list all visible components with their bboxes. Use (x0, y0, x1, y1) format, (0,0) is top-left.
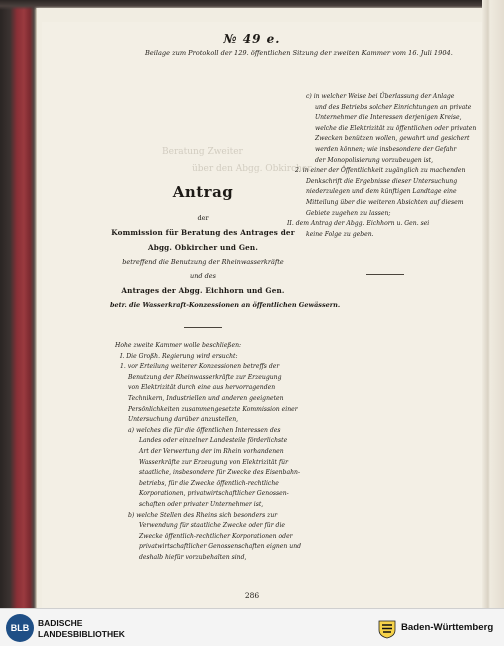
text-line: Persönlichkeiten zusammengesetzte Kommission einer (128, 405, 298, 413)
text-line: Untersuchung darüber anzustellen, (128, 416, 239, 424)
heading-line-2: Abgg. Obkircher und Gen. (147, 243, 259, 252)
text-line: schaften oder privater Unternehmer ist, (139, 500, 264, 508)
text-line: Denkschrift die Ergebnisse dieser Untersuchung (306, 177, 458, 185)
blb-library-name[interactable] (38, 618, 125, 640)
text-line: Zwecken benützen wollen, gewahrt und gesichert (315, 135, 470, 143)
text-line: von Elektrizität durch eine aus hervorragenden (128, 384, 276, 392)
footer-bar (0, 608, 504, 646)
blb-logo-icon[interactable]: BLB (6, 614, 34, 642)
heading-line-4: Antrages der Abgg. Eichhorn und Gen. (121, 286, 285, 295)
document-subtitle: Beilage zum Protokoll der 129. öffentlichen Sitzung der zweiten Kammer vom 16. Juli 1904. (145, 49, 453, 57)
text-line: Technikern, Industriellen und anderen geeigneten (128, 394, 284, 402)
text-line: Benutzung der Rheinwasserkräfte zur Erzeugung (128, 373, 282, 381)
section-divider (366, 274, 404, 275)
text-line: II. dem Antrag der Abgg. Eichhorn u. Gen. sei (287, 220, 430, 228)
page-title: Antrag (172, 183, 234, 201)
text-line: b) welche Stellen des Rheins sich besonders zur (128, 511, 278, 519)
bleed-through-text: Beratung Zweiter (162, 147, 243, 157)
text-line: Landes oder einzelner Landesteile förderlichste (139, 437, 288, 445)
text-line: keine Folge zu geben. (306, 230, 374, 238)
text-line: a) welches die für die öffentlichen Interessen des (128, 426, 281, 434)
text-line: werden können; wie insbesondere der Gefahr (315, 145, 457, 153)
page-number: 286 (244, 591, 260, 600)
section-divider (184, 327, 222, 328)
baden-wuerttemberg-crest-icon[interactable] (377, 619, 397, 639)
text-line: c) in welcher Weise bei Überlassung der Anlage (306, 93, 455, 100)
text-line: Korporationen, privatwirtschaftlicher Genossen- (139, 490, 289, 498)
text-line: niederzulegen und dem künftigen Landtage eine (306, 188, 457, 196)
text-line: deshalb hiefür vorzubehalten sind, (139, 553, 247, 561)
heading-line-5: betr. die Wasserkraft-Konzessionen an öffentlichen Gewässern. (110, 301, 341, 309)
document-number: № 49 e. (223, 32, 281, 46)
blb-line-1: BADISCHE (38, 618, 83, 628)
heading-und: und des (190, 272, 216, 280)
text-line: Gebiete zugehen zu lassen; (306, 209, 391, 217)
book-right-edge (482, 0, 504, 608)
text-line: privatwirtschaftlicher Genossenschaften eignen und (139, 543, 302, 551)
text-line: welche die Elektrizität zu öffentlichen oder privaten (315, 124, 477, 132)
text-line: Verwendung für staatliche Zwecke oder für die (139, 522, 286, 530)
bleed-through-text: über den Abgg. Obkircher (192, 164, 312, 174)
text-line: Hohe zweite Kammer wolle beschließen: (115, 342, 242, 349)
text-line: 1. vor Erteilung weiterer Konzessionen betreffs der (120, 363, 280, 371)
right-column (282, 92, 482, 275)
text-line: Unternehmer die Interessen derjenigen Kreise, (315, 114, 462, 122)
heading-der: der (197, 214, 209, 222)
text-line: 2. in einer der Öffentlichkeit zugänglich zu machenden (295, 167, 466, 175)
baden-wuerttemberg-label[interactable]: Baden-Württemberg (401, 622, 494, 633)
left-column (115, 341, 302, 563)
text-line: der Monopolisierung vorzubeugen ist, (315, 156, 434, 164)
text-line: und des Betriebs solcher Einrichtungen an private (315, 103, 472, 111)
blb-line-2: LANDESBIBLIOTHEK (38, 629, 125, 639)
text-line: I. Die Großh. Regierung wird ersucht: (120, 352, 238, 360)
text-line: Wasserkräfte zur Erzeugung von Elektrizität für (139, 458, 289, 466)
heading-line-3: betreffend die Benutzung der Rheinwasserkräfte (122, 258, 284, 266)
heading-line-1: Kommission für Beratung des Antrages der (111, 228, 295, 237)
text-line: betriebs, für die Zwecke öffentlich-rechtliche (139, 479, 279, 487)
text-line: staatliche, insbesondere für Zwecke des Eisenbahn- (139, 469, 301, 477)
text-line: Art der Verwertung der im Rhein vorhandenen (139, 447, 284, 455)
text-line: Mitteilung über die weiteren Absichten auf diesem (306, 198, 464, 206)
text-line: Zwecke öffentlich-rechtlicher Korporationen oder (139, 532, 293, 540)
